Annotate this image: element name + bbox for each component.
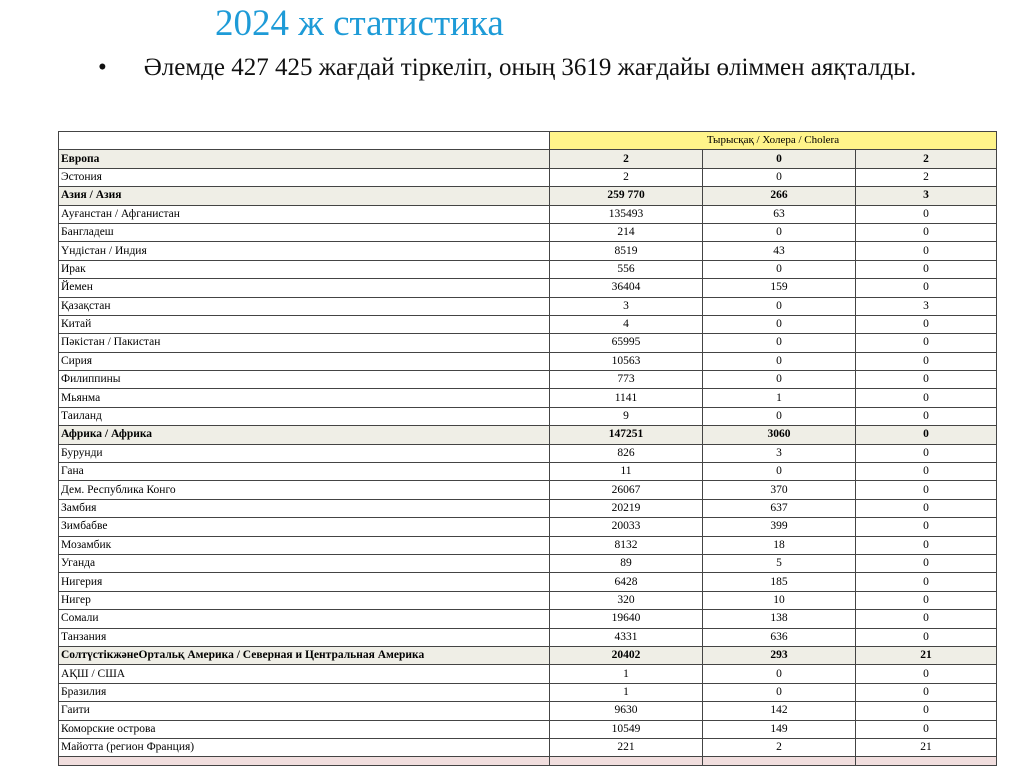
table-row	[59, 481, 997, 499]
row-value-2-cell: 0	[703, 223, 856, 241]
row-name-cell: Дем. Республика Конго	[59, 481, 550, 499]
row-name-cell: Майотта (регион Франция)	[59, 738, 550, 756]
row-name-cell: Африка / Африка	[59, 426, 550, 444]
row-value-2-cell: 3	[703, 444, 856, 462]
row-value-1-cell: 11	[550, 463, 703, 481]
row-name-cell: Нигерия	[59, 573, 550, 591]
row-name-cell: Коморские острова	[59, 720, 550, 738]
row-value-2-cell: 266	[703, 187, 856, 205]
row-value-3-cell: 0	[856, 389, 997, 407]
row-value-3-cell: 0	[856, 536, 997, 554]
table-row	[59, 738, 997, 756]
table-row	[59, 518, 997, 536]
table-row	[59, 279, 997, 297]
row-value-1-cell: 36404	[550, 279, 703, 297]
row-value-3-cell: 2	[856, 150, 997, 168]
row-value-1-cell: 556	[550, 260, 703, 278]
region-row	[59, 646, 997, 664]
row-value-3-cell: 0	[856, 315, 997, 333]
row-value-3-cell: 0	[856, 720, 997, 738]
row-value-1-cell: 320	[550, 591, 703, 609]
row-value-3-cell: 0	[856, 683, 997, 701]
row-value-3-cell: 0	[856, 628, 997, 646]
row-value-1-cell: 20219	[550, 499, 703, 517]
table-row	[59, 242, 997, 260]
row-name-cell: Ирак	[59, 260, 550, 278]
table-row	[59, 554, 997, 572]
region-row	[59, 426, 997, 444]
table-row	[59, 610, 997, 628]
row-name-cell: Уганда	[59, 554, 550, 572]
row-value-3-cell: 0	[856, 444, 997, 462]
row-value-3-cell: 0	[856, 407, 997, 425]
row-value-1-cell: 6428	[550, 573, 703, 591]
table-row	[59, 260, 997, 278]
summary-text: Әлемде 427 425 жағдай тіркеліп, оның 3619 жағдайы өліммен аяқталды.	[143, 54, 917, 81]
row-value-1-cell: 10563	[550, 352, 703, 370]
row-value-3-cell: 0	[856, 260, 997, 278]
row-value-3-cell: 0	[856, 554, 997, 572]
table-row	[59, 297, 997, 315]
table-row	[59, 591, 997, 609]
row-value-1-cell: 2	[550, 168, 703, 186]
row-value-1-cell: 89	[550, 554, 703, 572]
table-row	[59, 444, 997, 462]
row-name-cell: Бурунди	[59, 444, 550, 462]
row-value-2-cell: 138	[703, 610, 856, 628]
row-value-3-cell: 0	[856, 499, 997, 517]
row-name-cell: Гана	[59, 463, 550, 481]
row-name-cell: Пәкістан / Пакистан	[59, 334, 550, 352]
row-value-1-cell: 259 770	[550, 187, 703, 205]
row-value-1-cell: 2	[550, 150, 703, 168]
row-name-cell: Эстония	[59, 168, 550, 186]
row-value-3-cell: 0	[856, 205, 997, 223]
row-name-cell: Европа	[59, 150, 550, 168]
row-value-3-cell: 0	[856, 279, 997, 297]
row-name-cell: Нигер	[59, 591, 550, 609]
row-value-1-cell: 214	[550, 223, 703, 241]
row-value-2-cell: 0	[703, 334, 856, 352]
table-row	[59, 315, 997, 333]
row-value-2-cell: 293	[703, 646, 856, 664]
row-value-2-cell: 637	[703, 499, 856, 517]
row-value-2-cell: 0	[703, 352, 856, 370]
row-value-2-cell: 149	[703, 720, 856, 738]
table-row	[59, 334, 997, 352]
header-blank-cell	[59, 132, 550, 150]
table-row	[59, 389, 997, 407]
row-name-cell: Замбия	[59, 499, 550, 517]
row-value-2-cell: 636	[703, 628, 856, 646]
row-value-1-cell: 4	[550, 315, 703, 333]
row-value-2-cell: 18	[703, 536, 856, 554]
partial-cell	[550, 757, 703, 766]
row-name-cell: Сирия	[59, 352, 550, 370]
cholera-statistics-table	[58, 131, 997, 766]
row-value-1-cell: 147251	[550, 426, 703, 444]
row-value-2-cell: 0	[703, 371, 856, 389]
row-value-2-cell: 1	[703, 389, 856, 407]
table-row-partial	[59, 757, 997, 766]
row-value-2-cell: 0	[703, 407, 856, 425]
row-value-1-cell: 773	[550, 371, 703, 389]
row-value-3-cell: 21	[856, 738, 997, 756]
row-value-1-cell: 1	[550, 683, 703, 701]
table-row	[59, 665, 997, 683]
table-row	[59, 463, 997, 481]
table-row	[59, 168, 997, 186]
row-value-1-cell: 20033	[550, 518, 703, 536]
row-value-1-cell: 19640	[550, 610, 703, 628]
bullet-marker: •	[98, 54, 107, 81]
row-name-cell: Сомали	[59, 610, 550, 628]
row-value-1-cell: 9	[550, 407, 703, 425]
row-value-3-cell: 0	[856, 223, 997, 241]
row-name-cell: Танзания	[59, 628, 550, 646]
row-value-2-cell: 0	[703, 260, 856, 278]
row-value-2-cell: 43	[703, 242, 856, 260]
table-header-row	[59, 132, 997, 150]
table-row	[59, 536, 997, 554]
row-value-1-cell: 1141	[550, 389, 703, 407]
row-value-3-cell: 0	[856, 481, 997, 499]
row-value-2-cell: 0	[703, 150, 856, 168]
row-value-1-cell: 3	[550, 297, 703, 315]
row-value-3-cell: 0	[856, 665, 997, 683]
row-value-2-cell: 159	[703, 279, 856, 297]
table-row	[59, 702, 997, 720]
row-value-3-cell: 0	[856, 518, 997, 536]
row-value-3-cell: 0	[856, 242, 997, 260]
table-row	[59, 223, 997, 241]
row-value-3-cell: 0	[856, 591, 997, 609]
row-name-cell: Бангладеш	[59, 223, 550, 241]
row-value-2-cell: 0	[703, 683, 856, 701]
row-name-cell: Гаити	[59, 702, 550, 720]
header-disease-cell: Тырысқақ / Холера / Cholera	[550, 132, 997, 150]
row-value-2-cell: 0	[703, 463, 856, 481]
row-name-cell: Мьянма	[59, 389, 550, 407]
row-value-3-cell: 0	[856, 371, 997, 389]
table-row	[59, 205, 997, 223]
row-value-1-cell: 65995	[550, 334, 703, 352]
row-value-3-cell: 0	[856, 352, 997, 370]
row-name-cell: Йемен	[59, 279, 550, 297]
row-value-3-cell: 0	[856, 426, 997, 444]
row-name-cell: Бразилия	[59, 683, 550, 701]
row-name-cell: Азия / Азия	[59, 187, 550, 205]
row-name-cell: Мозамбик	[59, 536, 550, 554]
row-value-1-cell: 1	[550, 665, 703, 683]
row-name-cell: Китай	[59, 315, 550, 333]
row-name-cell: Ауғанстан / Афганистан	[59, 205, 550, 223]
row-value-2-cell: 5	[703, 554, 856, 572]
row-value-3-cell: 0	[856, 463, 997, 481]
row-value-3-cell: 2	[856, 168, 997, 186]
row-value-2-cell: 142	[703, 702, 856, 720]
row-value-2-cell: 185	[703, 573, 856, 591]
row-value-2-cell: 0	[703, 297, 856, 315]
row-name-cell: АҚШ / США	[59, 665, 550, 683]
table-row	[59, 683, 997, 701]
row-value-2-cell: 0	[703, 315, 856, 333]
partial-cell	[59, 757, 550, 766]
row-name-cell: СолтүстікжәнеОртальқ Америка / Северная и Центральная Америка	[59, 646, 550, 664]
row-value-3-cell: 3	[856, 187, 997, 205]
row-value-1-cell: 9630	[550, 702, 703, 720]
row-value-2-cell: 399	[703, 518, 856, 536]
row-value-1-cell: 135493	[550, 205, 703, 223]
row-value-3-cell: 21	[856, 646, 997, 664]
page-title: 2024 ж статистика	[215, 3, 504, 44]
table-row	[59, 628, 997, 646]
table-row	[59, 720, 997, 738]
row-value-1-cell: 26067	[550, 481, 703, 499]
row-name-cell: Үндістан / Индия	[59, 242, 550, 260]
partial-cell	[703, 757, 856, 766]
row-value-1-cell: 826	[550, 444, 703, 462]
row-value-1-cell: 8519	[550, 242, 703, 260]
region-row	[59, 187, 997, 205]
row-value-3-cell: 0	[856, 334, 997, 352]
row-value-3-cell: 0	[856, 610, 997, 628]
row-value-1-cell: 221	[550, 738, 703, 756]
table-row	[59, 371, 997, 389]
row-value-2-cell: 2	[703, 738, 856, 756]
row-name-cell: Таиланд	[59, 407, 550, 425]
row-value-1-cell: 10549	[550, 720, 703, 738]
row-value-2-cell: 63	[703, 205, 856, 223]
row-value-2-cell: 10	[703, 591, 856, 609]
row-name-cell: Филиппины	[59, 371, 550, 389]
row-name-cell: Зимбабве	[59, 518, 550, 536]
row-name-cell: Қазақстан	[59, 297, 550, 315]
partial-cell	[856, 757, 997, 766]
region-row	[59, 150, 997, 168]
table-row	[59, 352, 997, 370]
row-value-2-cell: 3060	[703, 426, 856, 444]
row-value-2-cell: 0	[703, 665, 856, 683]
row-value-3-cell: 3	[856, 297, 997, 315]
table-row	[59, 407, 997, 425]
row-value-3-cell: 0	[856, 702, 997, 720]
row-value-1-cell: 20402	[550, 646, 703, 664]
row-value-2-cell: 370	[703, 481, 856, 499]
table-row	[59, 573, 997, 591]
row-value-1-cell: 4331	[550, 628, 703, 646]
table-row	[59, 499, 997, 517]
row-value-2-cell: 0	[703, 168, 856, 186]
row-value-1-cell: 8132	[550, 536, 703, 554]
row-value-3-cell: 0	[856, 573, 997, 591]
